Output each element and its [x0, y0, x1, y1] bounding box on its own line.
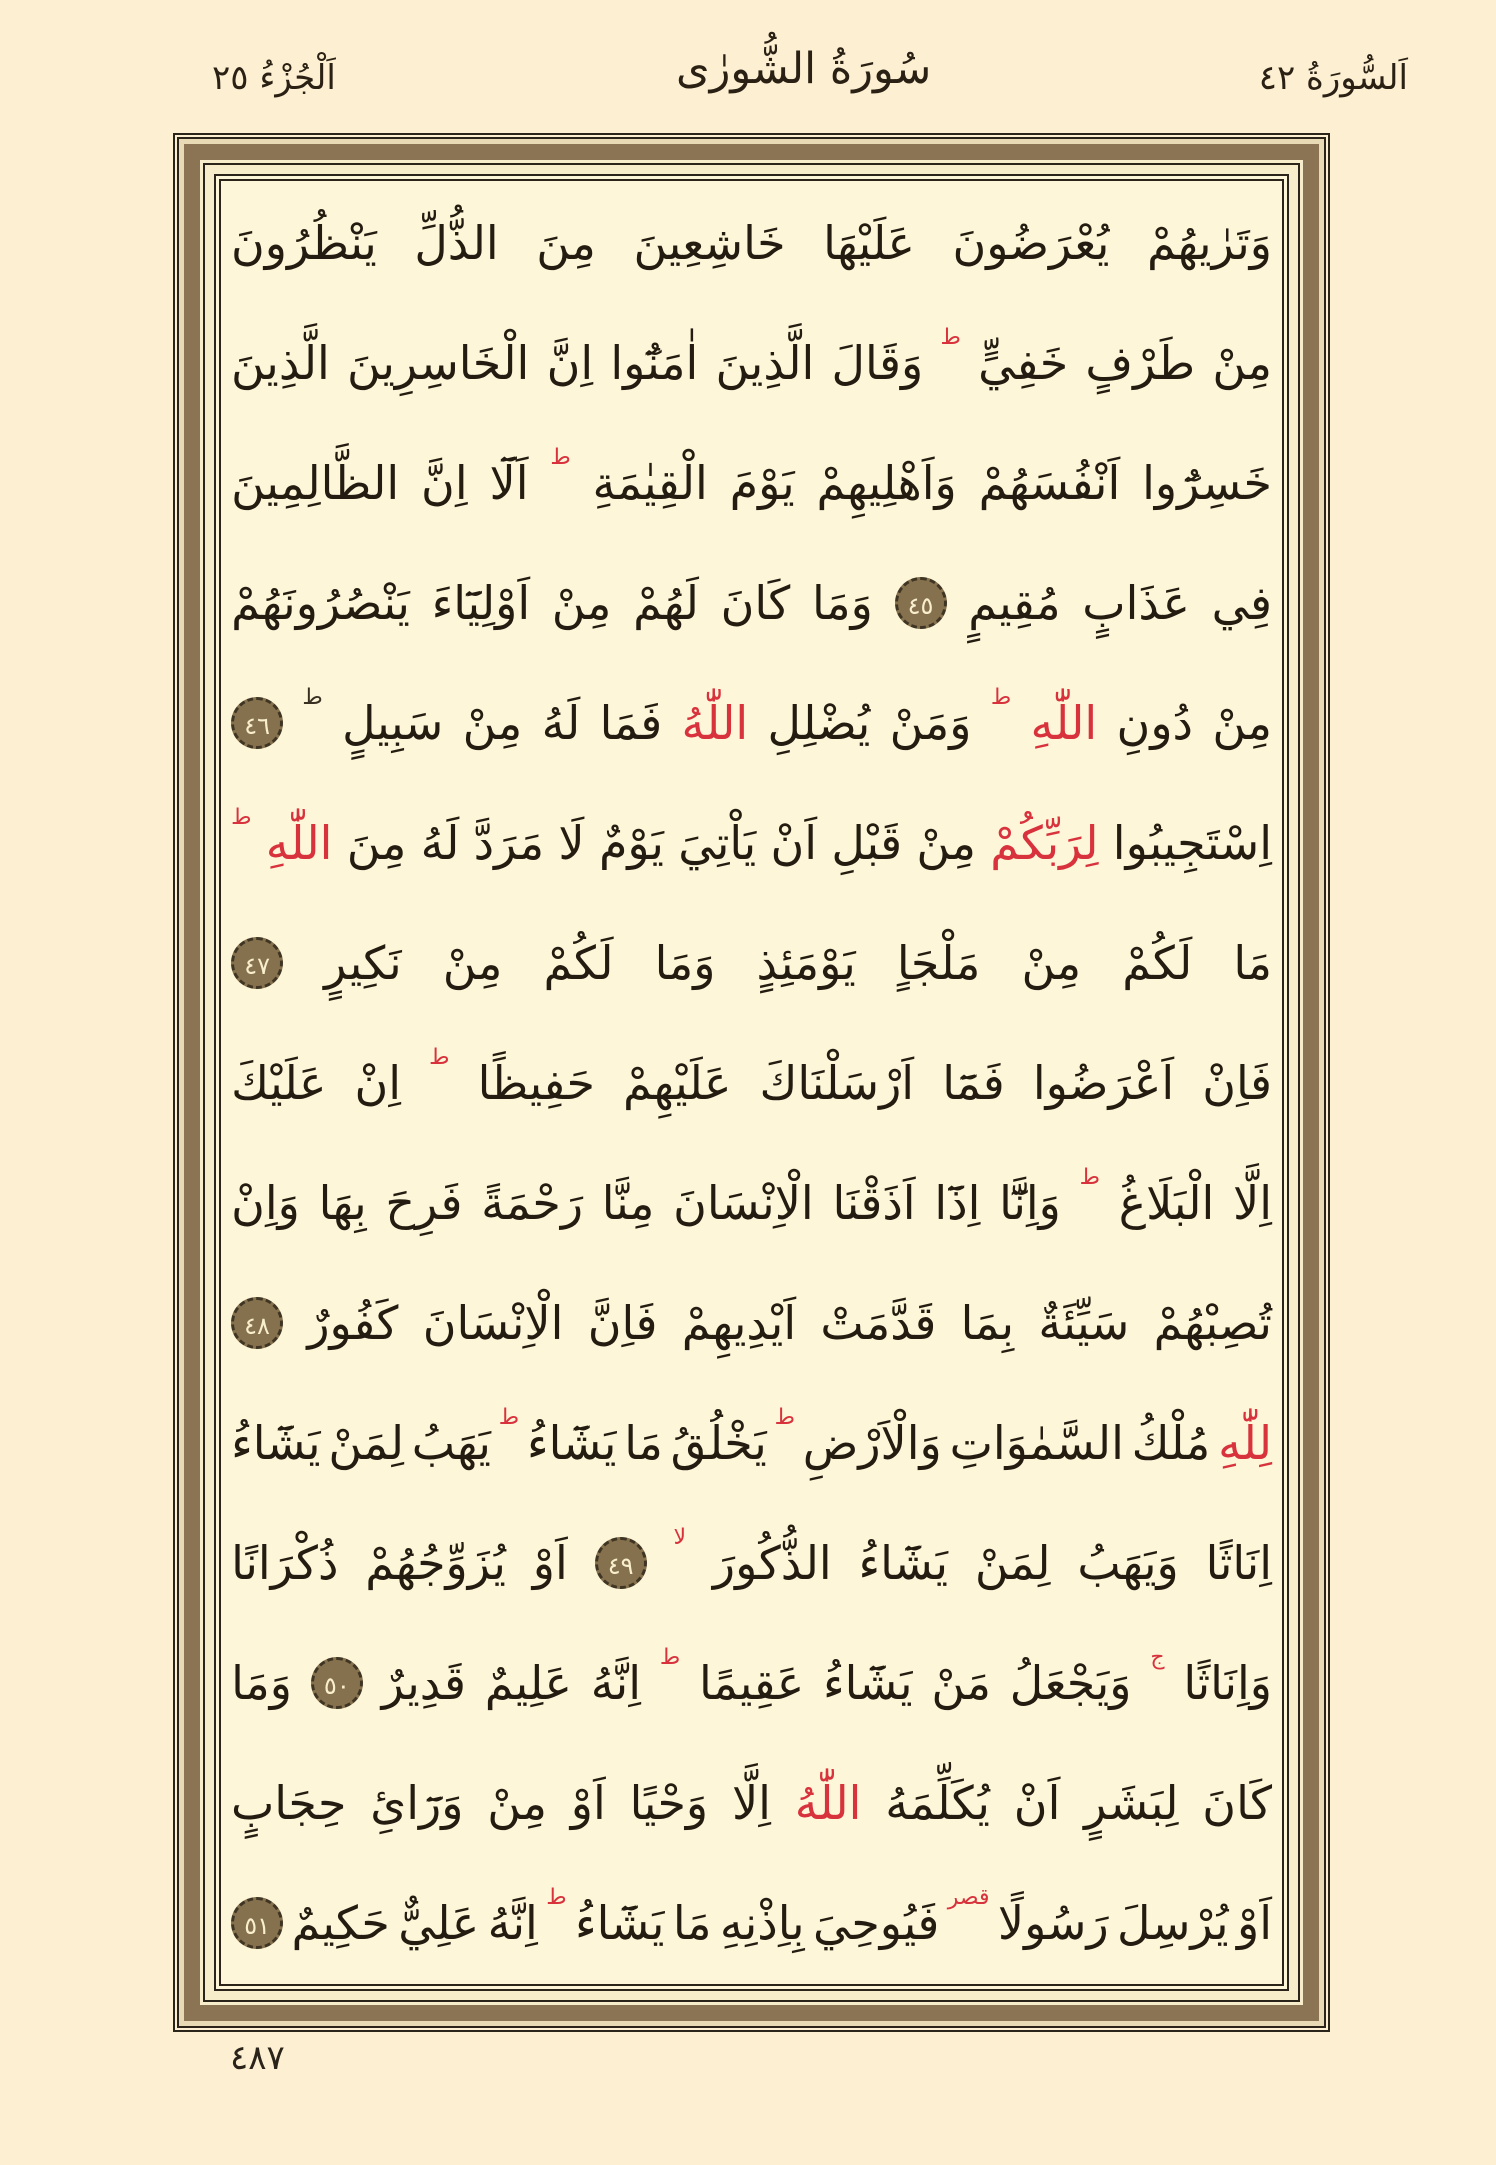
quran-line-6 — [231, 783, 1272, 903]
ayah-word: وَمَنْ — [889, 696, 972, 750]
ayah-word: يُزَوِّجُهُمْ — [365, 1536, 506, 1590]
quran-line-14 — [231, 1743, 1272, 1863]
ayah-word: عَلِيمٌ — [484, 1656, 572, 1710]
ayah-word: الذُّكُورَ — [712, 1536, 832, 1590]
pause-mark: ط — [940, 324, 961, 350]
decorative-frame — [173, 133, 1330, 2032]
ayah-word: وَالْاَرْضِ — [802, 1416, 942, 1470]
verse-end-rosette: ٤٧ — [231, 937, 283, 989]
ayah-word: وَاِنَاثًا — [1183, 1656, 1272, 1710]
quran-line-11 — [231, 1383, 1272, 1503]
ayah-word: بِمَا — [960, 1296, 1015, 1350]
pause-mark: ط — [990, 684, 1012, 710]
ayah-word: لَهُ — [420, 816, 460, 870]
divine-name-red: اللّٰهُ — [794, 1776, 862, 1830]
pause-mark: ط — [429, 1044, 450, 1070]
quran-line-8 — [231, 1023, 1272, 1143]
ayah-word: الْخَاسِرِينَ — [347, 336, 530, 390]
ayah-word: اَوْ — [532, 1536, 568, 1590]
ayah-word: وَرَٓائِ — [370, 1776, 464, 1830]
ayah-word: وَاَهْلِيهِمْ — [816, 456, 957, 510]
ayah-word: لِمَنْ — [974, 1536, 1051, 1590]
ayah-word: بِهَا — [318, 1176, 367, 1230]
ayah-word: فَرِحَ — [385, 1176, 463, 1230]
ayah-word: اَنْفُسَهُمْ — [978, 456, 1121, 510]
ayah-word: مِنْ — [462, 696, 523, 750]
ayah-word: دُونِ — [1116, 696, 1194, 750]
ayah-word: كَانَ — [1202, 1776, 1272, 1830]
ayah-word: لِبَشَرٍ — [1084, 1776, 1179, 1830]
divine-name-red: اللّٰهِ — [1030, 696, 1098, 750]
ayah-word: فَيُوحِيَ — [813, 1896, 940, 1950]
ayah-word: لَهُ — [541, 696, 581, 750]
quran-line-1 — [231, 183, 1272, 303]
divine-name-red: لِلّٰهِ — [1218, 1416, 1272, 1470]
ayah-word: مِنْ — [1021, 936, 1082, 990]
frame-double-line-inner — [219, 179, 1284, 1986]
ayah-word: وَيَجْعَلُ — [1009, 1656, 1132, 1710]
ayah-word: لَهُمْ — [633, 576, 699, 630]
pause-mark: ج — [1150, 1644, 1165, 1670]
ayah-word: اَذَقْنَا — [832, 1176, 916, 1230]
ayah-word: يَشَٓاءُ — [574, 1896, 665, 1950]
ayah-word: اِنَّهُ — [487, 1896, 538, 1950]
ayah-word: اِنَّ — [546, 336, 594, 390]
ayah-word: الظَّالِمِينَ — [231, 456, 400, 510]
ayah-word: يَوْمَئِذٍ — [756, 936, 856, 990]
pause-mark: قصر — [947, 1884, 990, 1910]
ayah-word: فَمَا — [599, 696, 663, 750]
ayah-word: الذُّلِّ — [414, 216, 499, 270]
ayah-word: فَمَٓا — [942, 1056, 1005, 1110]
pause-mark: ط — [550, 444, 571, 470]
divine-name-red: لِرَبِّكُمْ — [990, 816, 1099, 870]
ayah-word: اَلَٓا — [489, 456, 529, 510]
ayah-word: اٰمَنُٓوا — [610, 336, 699, 390]
pause-mark: ط — [659, 1644, 681, 1670]
verse-end-rosette: ٤٩ — [595, 1537, 647, 1589]
ayah-word: يَوْمٌ — [598, 816, 664, 870]
ayah-word: سَيِّئَةٌ — [1038, 1296, 1130, 1350]
ayah-word: لَا — [558, 816, 585, 870]
ayah-word: حِجَابٍ — [231, 1776, 347, 1830]
ayah-word: يُعْرَضُونَ — [952, 216, 1110, 270]
ayah-word: وَتَرٰيهُمْ — [1146, 216, 1272, 270]
ayah-word: فِي — [1211, 576, 1272, 630]
ayah-word: وَمَا — [812, 576, 873, 630]
frame-second-line — [177, 137, 1326, 2028]
ayah-word: سَبِيلٍ — [342, 696, 444, 750]
frame-outer-line — [173, 133, 1330, 2032]
ayah-word: اِلَّا — [1232, 1176, 1272, 1230]
ayah-word: مِنْ — [916, 816, 977, 870]
ayah-word: اَوْ — [1237, 1896, 1272, 1950]
quran-line-9 — [231, 1143, 1272, 1263]
ayah-word: الَّذِينَ — [231, 336, 330, 390]
ayah-word: مَا — [1233, 936, 1272, 990]
ayah-word: اِلَّا — [731, 1776, 771, 1830]
quran-line-2 — [231, 303, 1272, 423]
ayah-word: رَسُولًا — [997, 1896, 1109, 1950]
ayah-word: مَا — [624, 1416, 663, 1470]
ayah-word: يُرْسِلَ — [1117, 1896, 1229, 1950]
ayah-word: مِنْ — [487, 1776, 547, 1830]
ayah-word: عَلَيْكَ — [231, 1056, 327, 1110]
verse-end-rosette: ٥٠ — [311, 1657, 363, 1709]
ayah-word: الْاِنْسَانَ — [673, 1176, 814, 1230]
ayah-word: السَّمٰوَاتِ — [949, 1416, 1124, 1470]
pause-mark: ط — [498, 1404, 520, 1430]
ayah-word: يَاْتِيَ — [678, 816, 757, 870]
ayah-word: مِنْ — [442, 936, 503, 990]
quran-line-10 — [231, 1263, 1272, 1383]
ayah-word: لَكُمْ — [543, 936, 614, 990]
header-surah-title: سُورَةُ الشُّورٰى — [676, 44, 932, 94]
page-number: ٤٨٧ — [230, 2038, 285, 2078]
ayah-word: وَاِنْ — [231, 1176, 300, 1230]
ayah-word: نَكِيرٍ — [324, 936, 402, 990]
quran-line-12 — [231, 1503, 1272, 1623]
ayah-word: حَفِيظًا — [477, 1056, 595, 1110]
ayah-word: وَمَا — [231, 1656, 292, 1710]
ayah-word: عَلِيٌّ — [398, 1896, 480, 1950]
ayah-word: كَانَ — [720, 576, 791, 630]
ayah-word: خَسِرُٓوا — [1142, 456, 1272, 510]
ayah-word: اَوْلِيَٓاءَ — [431, 576, 531, 630]
frame-double-line-outer — [214, 174, 1289, 1991]
ayah-word: اَنْ — [1013, 1776, 1061, 1830]
ayah-word: اِنَاثًا — [1205, 1536, 1272, 1590]
ayah-word: اَيْدِيهِمْ — [681, 1296, 797, 1350]
frame-cream-line — [200, 160, 1303, 2005]
ayah-word: يَشَٓاءُ — [823, 1656, 913, 1710]
ayah-word: اَعْرَضُوا — [1032, 1056, 1175, 1110]
pause-mark: ط — [1079, 1164, 1100, 1190]
verse-end-rosette: ٥١ — [231, 1897, 283, 1949]
ayah-word: يَخْلُقُ — [670, 1416, 767, 1470]
ayah-word: اِذَٓا — [934, 1176, 981, 1230]
quran-line-4 — [231, 543, 1272, 663]
ayah-word: عَذَابٍ — [1082, 576, 1190, 630]
ayah-word: لِمَنْ — [328, 1416, 404, 1470]
ayah-word: خَفِيٍّ — [978, 336, 1069, 390]
ayah-word: قَدِيرٌ — [381, 1656, 466, 1710]
divine-name-red: اللّٰهِ — [265, 816, 333, 870]
ayah-word: طَرْفٍ — [1085, 336, 1196, 390]
ayah-word: يَشَٓاءُ — [858, 1536, 949, 1590]
ayah-word: يَوْمَ — [729, 456, 795, 510]
ayah-word: وَمَا — [654, 936, 716, 990]
ayah-word: مِنْ — [551, 576, 612, 630]
ayah-word: مِنَ — [346, 816, 407, 870]
ayah-word: فَاِنَّ — [587, 1296, 658, 1350]
verse-end-rosette: ٤٨ — [231, 1297, 283, 1349]
ayah-word: فَاِنْ — [1202, 1056, 1272, 1110]
ayah-word: اَنْ — [770, 816, 818, 870]
ayah-word: مَنْ — [931, 1656, 991, 1710]
ayah-word: مَرَدَّ — [473, 816, 545, 870]
ayah-word: يَشَٓاءُ — [231, 1416, 321, 1470]
ayah-word: لَكُمْ — [1122, 936, 1193, 990]
pause-mark: ط — [302, 684, 323, 710]
quran-line-7 — [231, 903, 1272, 1023]
ayah-word: الْاِنْسَانَ — [422, 1296, 564, 1350]
ayah-word: اِنَّهُ — [590, 1656, 641, 1710]
ayah-word: عَلَيْهَا — [823, 216, 915, 270]
ayah-word: كَفُورٌ — [307, 1296, 399, 1350]
ayah-word: عَلَيْهِمْ — [623, 1056, 732, 1110]
ayah-word: ذُكْرَانًا — [231, 1536, 339, 1590]
ayah-word: الْبَلَاغُ — [1118, 1176, 1215, 1230]
header-surah-number-label: اَلسُّورَةُ ٤٢ — [1258, 58, 1408, 98]
ayah-word: اِنَّ — [421, 456, 468, 510]
pause-mark: ط — [546, 1884, 567, 1910]
ayah-word: وَاِنَّٓا — [999, 1176, 1061, 1230]
ayah-word: اَرْسَلْنَاكَ — [759, 1056, 915, 1110]
ayah-word: قَبْلِ — [831, 816, 903, 870]
ayah-word: مَا — [672, 1896, 712, 1950]
ayah-word: يَنْصُرُونَهُمْ — [231, 576, 410, 630]
pause-mark: لا — [673, 1524, 687, 1550]
ayah-word: رَحْمَةً — [481, 1176, 584, 1230]
verse-end-rosette: ٤٦ — [231, 697, 283, 749]
ayah-word: مُلْكُ — [1131, 1416, 1211, 1470]
ayah-word: وَقَالَ — [831, 336, 924, 390]
quran-line-5 — [231, 663, 1272, 783]
ayah-word: مِنَّا — [601, 1176, 655, 1230]
ayah-word: يَهَبُ — [411, 1416, 491, 1470]
ayah-word: قَدَّمَتْ — [820, 1296, 937, 1350]
frame-brown-band — [184, 144, 1319, 2021]
ayah-word: وَحْيًا — [629, 1776, 709, 1830]
ayah-word: مُقِيمٍ — [968, 576, 1061, 630]
quran-line-3 — [231, 423, 1272, 543]
ayah-word: اِنْ — [354, 1056, 402, 1110]
ayah-word: الْقِيٰمَةِ — [592, 456, 708, 510]
ayah-word: اَوْ — [570, 1776, 606, 1830]
quran-text-area — [221, 181, 1282, 1984]
pause-mark: ط — [231, 804, 252, 830]
divine-name-red: اللّٰهُ — [681, 696, 749, 750]
ayah-word: يُكَلِّمَهُ — [885, 1776, 990, 1830]
ayah-word: مِنْ — [1212, 336, 1272, 390]
ayah-word: يُضْلِلِ — [767, 696, 871, 750]
ayah-word: يَشَٓاءُ — [526, 1416, 617, 1470]
pause-mark: ط — [774, 1404, 795, 1430]
ayah-word: تُصِبْهُمْ — [1153, 1296, 1272, 1350]
ayah-word: بِاِذْنِهِ — [719, 1896, 805, 1950]
ayah-word: حَكِيمٌ — [291, 1896, 390, 1950]
ayah-word: وَيَهَبُ — [1077, 1536, 1179, 1590]
ayah-word: عَقِيمًا — [698, 1656, 805, 1710]
quran-line-13 — [231, 1623, 1272, 1743]
ayah-word: خَاشِعِينَ — [633, 216, 786, 270]
ayah-word: الَّذِينَ — [715, 336, 815, 390]
ayah-word: مِنْ — [1212, 696, 1272, 750]
ayah-word: يَنْظُرُونَ — [231, 216, 377, 270]
verse-end-rosette: ٤٥ — [895, 577, 947, 629]
ayah-word: مِنَ — [536, 216, 596, 270]
header-juz-label: اَلْجُزْءُ ٢٥ — [212, 58, 336, 98]
frame-inner-gap — [203, 163, 1300, 2002]
ayah-word: مَلْجَاٍ — [896, 936, 981, 990]
ayah-word: اِسْتَجِيبُوا — [1112, 816, 1272, 870]
quran-line-15 — [231, 1863, 1272, 1983]
